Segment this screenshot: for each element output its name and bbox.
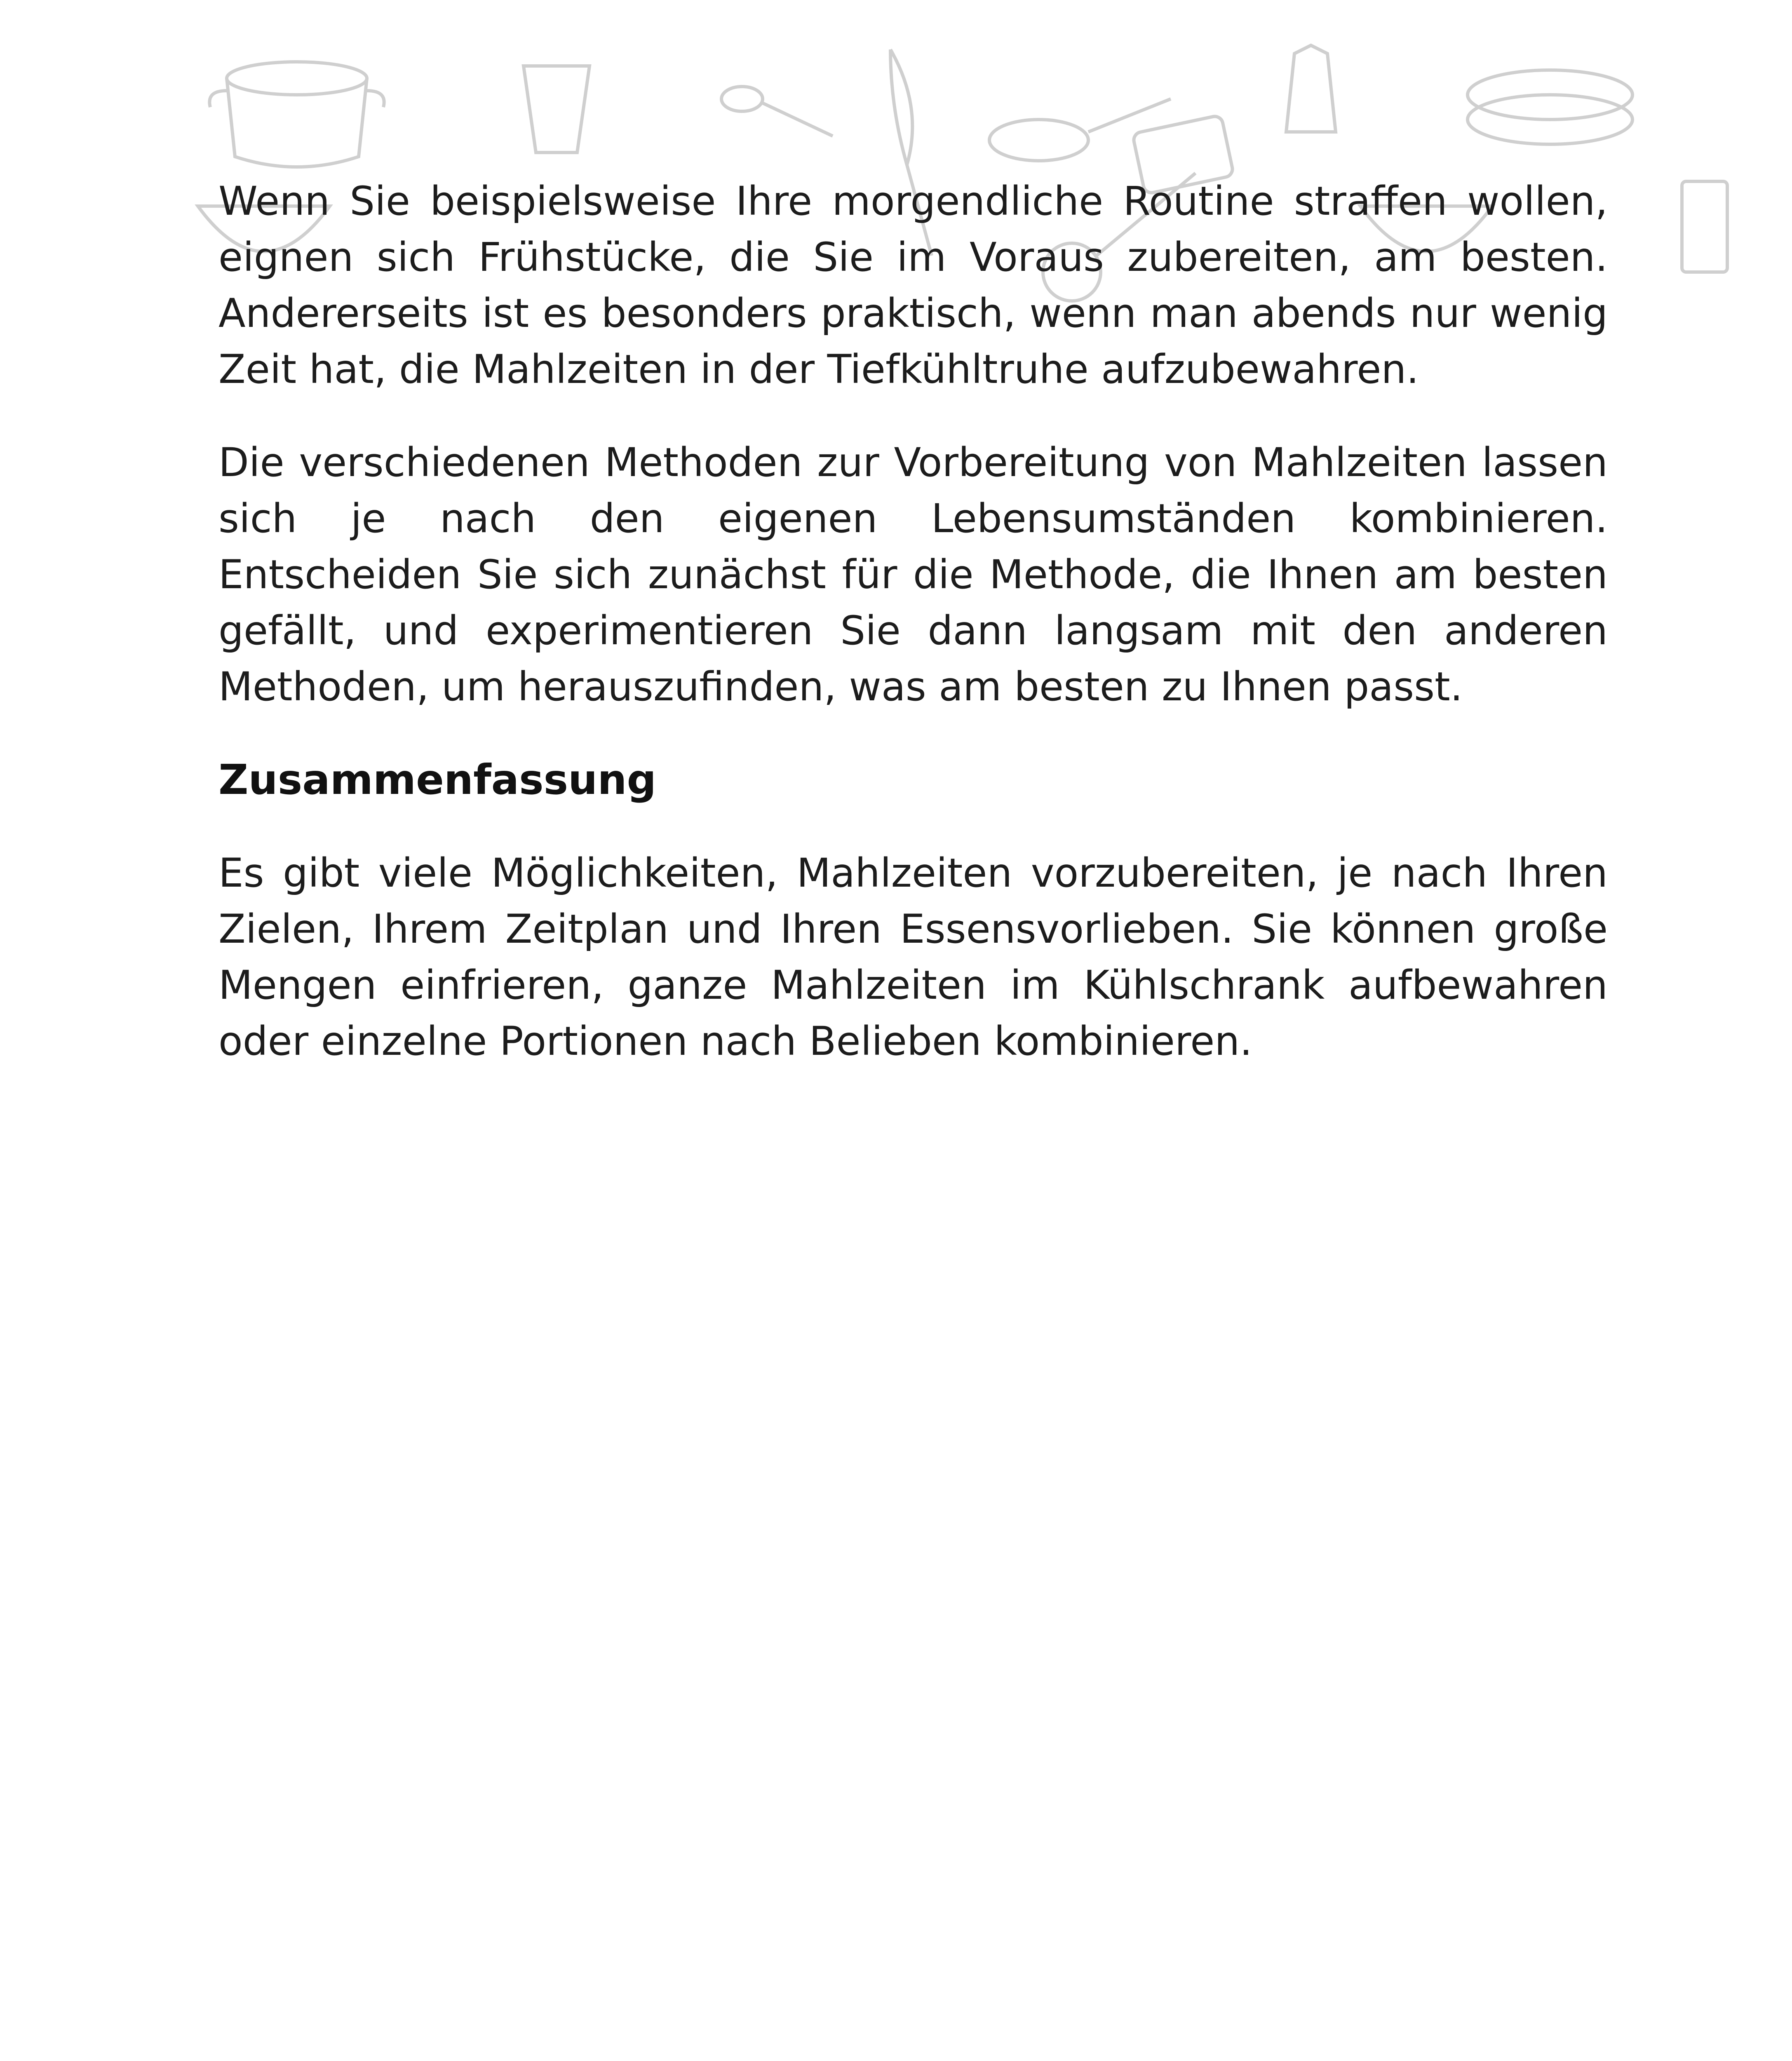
document-body bbox=[218, 173, 1608, 1106]
paragraph-combining-methods: Die verschiedenen Methoden zur Vorbereitung von Mahlzeiten lassen sich je nach den eigenen Lebensumständen kombinieren. Entscheiden Sie sich zunächst für die Methode, die Ihnen am besten gefällt, und experimentieren Sie dann langsam mit den anderen Methoden, um herauszufinden, was am besten zu Ihnen passt. bbox=[218, 439, 1608, 710]
cooking-pot-icon bbox=[209, 62, 384, 167]
baking-ring-icon bbox=[1468, 70, 1632, 144]
paragraph-meal-prep-routine: Wenn Sie beispielsweise Ihre morgendliche Routine straffen wollen, eignen sich Frühstücke, die Sie im Voraus zubereiten, am besten. Andererseits ist es besonders praktisch, wenn man abends nur wenig Zeit hat, die Mahlzeiten in der Tiefkühltruhe aufzubewahren. bbox=[218, 178, 1608, 392]
paragraph-summary: Es gibt viele Möglichkeiten, Mahlzeiten vorzubereiten, je nach Ihren Zielen, Ihrem Zeitplan und Ihren Essensvorlieben. Sie können große Mengen einfrieren, ganze Mahlzeiten im Kühlschrank aufbewahren oder einzelne Portionen nach Belieben kombinieren. bbox=[218, 850, 1608, 1064]
spoon-icon bbox=[721, 87, 833, 136]
jug-icon bbox=[1286, 45, 1336, 132]
glass-icon bbox=[524, 66, 590, 153]
grater-icon bbox=[1682, 181, 1727, 272]
section-heading-summary: Zusammenfassung bbox=[218, 756, 657, 804]
